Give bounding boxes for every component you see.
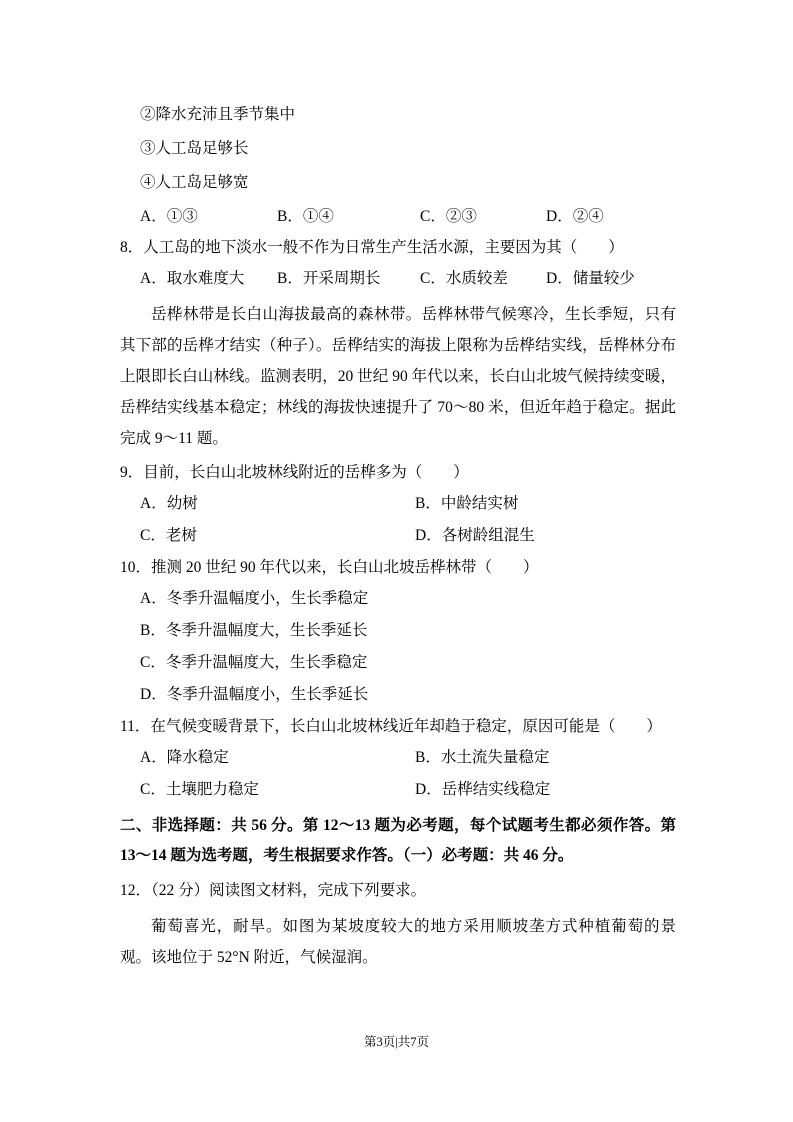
q9-choice-b: B．中龄结实树 — [415, 495, 519, 512]
q11-choice-c: C．土壤肥力稳定 — [140, 781, 259, 798]
q7-item-3: ③人工岛足够长 — [140, 140, 249, 157]
q11-choice-a: A．降水稳定 — [140, 749, 229, 766]
q7-choice-d: D．②④ — [546, 208, 604, 225]
reading-passage: 岳桦林带是长白山海拔最高的森林带。岳桦林带气候寒冷，生长季短，只有其下部的岳桦才结实（种子）。岳桦结实的海拔上限称为岳桦结实线，岳桦林分布上限即长白山林线。监测表明，20 世纪 90 年代以来，长白山北坡气候持续变暖，岳桦结实线基本稳定；林线的海拔快速提升了 70～80 米，但近年趋于稳定。据此完成 9～11 题。 — [120, 306, 676, 447]
q10-choice-c: C．冬季升温幅度大，生长季稳定 — [140, 654, 368, 671]
q7-choices-row — [120, 206, 676, 227]
q7-choice-b: B．①④ — [277, 208, 334, 225]
q11-choice-b: B．水土流失量稳定 — [415, 749, 550, 766]
q9-stem: 9．目前，长白山北坡林线附近的岳桦多为（ ） — [120, 464, 469, 481]
q11-choices-row-2 — [120, 779, 676, 800]
q8-choice-d: D．储量较少 — [546, 270, 635, 287]
q7-item-2: ②降水充沛且季节集中 — [140, 106, 296, 123]
q9-choice-c: C．老树 — [140, 527, 197, 544]
q7-choice-a: A．①③ — [140, 208, 198, 225]
q10-stem: 10．推测 20 世纪 90 年代以来，长白山北坡岳桦林带（ ） — [120, 559, 539, 576]
q8-choice-c: C．水质较差 — [420, 270, 508, 287]
q12-stem: 12．（22 分）阅读图文材料，完成下列要求。 — [120, 882, 427, 899]
q11-choice-d: D．岳桦结实线稳定 — [415, 781, 551, 798]
section-2-header: 二、非选择题：共 56 分。第 12～13 题为必考题，每个试题考生都必须作答。第 13～14 题为选考题，考生根据要求作答。（一）必考题：共 46 分。 — [120, 817, 676, 864]
q8-choice-b: B．开采周期长 — [277, 270, 381, 287]
q8-stem: 8．人工岛的地下淡水一般不作为日常生产生活水源，主要因为其（ ） — [120, 239, 624, 256]
q12-intro-paragraph: 葡萄喜光，耐旱。如图为某坡度较大的地方采用顺坡垄方式种植葡萄的景观。该地位于 52°N 附近，气候湿润。 — [120, 918, 676, 966]
q10-choice-a: A．冬季升温幅度小，生长季稳定 — [140, 590, 369, 607]
q7-choice-c: C．②③ — [420, 208, 477, 225]
q10-choice-b: B．冬季升温幅度大，生长季延长 — [140, 622, 368, 639]
exam-paper-page — [120, 104, 676, 973]
q7-item-4: ④人工岛足够宽 — [140, 174, 249, 191]
q9-choice-a: A．幼树 — [140, 495, 198, 512]
q9-choices-row-2 — [120, 525, 676, 546]
q11-stem: 11．在气候变暖背景下，长白山北坡林线近年却趋于稳定，原因可能是（ ） — [120, 718, 662, 735]
q9-choices-row-1 — [120, 493, 676, 514]
q8-choices-row — [120, 268, 676, 289]
q10-choice-d: D．冬季升温幅度小，生长季延长 — [140, 686, 369, 703]
q11-choices-row-1 — [120, 747, 676, 768]
page-footer: 第3页|共7页 — [363, 1035, 429, 1049]
q9-choice-d: D．各树龄组混生 — [415, 527, 535, 544]
q8-choice-a: A．取水难度大 — [140, 270, 245, 287]
